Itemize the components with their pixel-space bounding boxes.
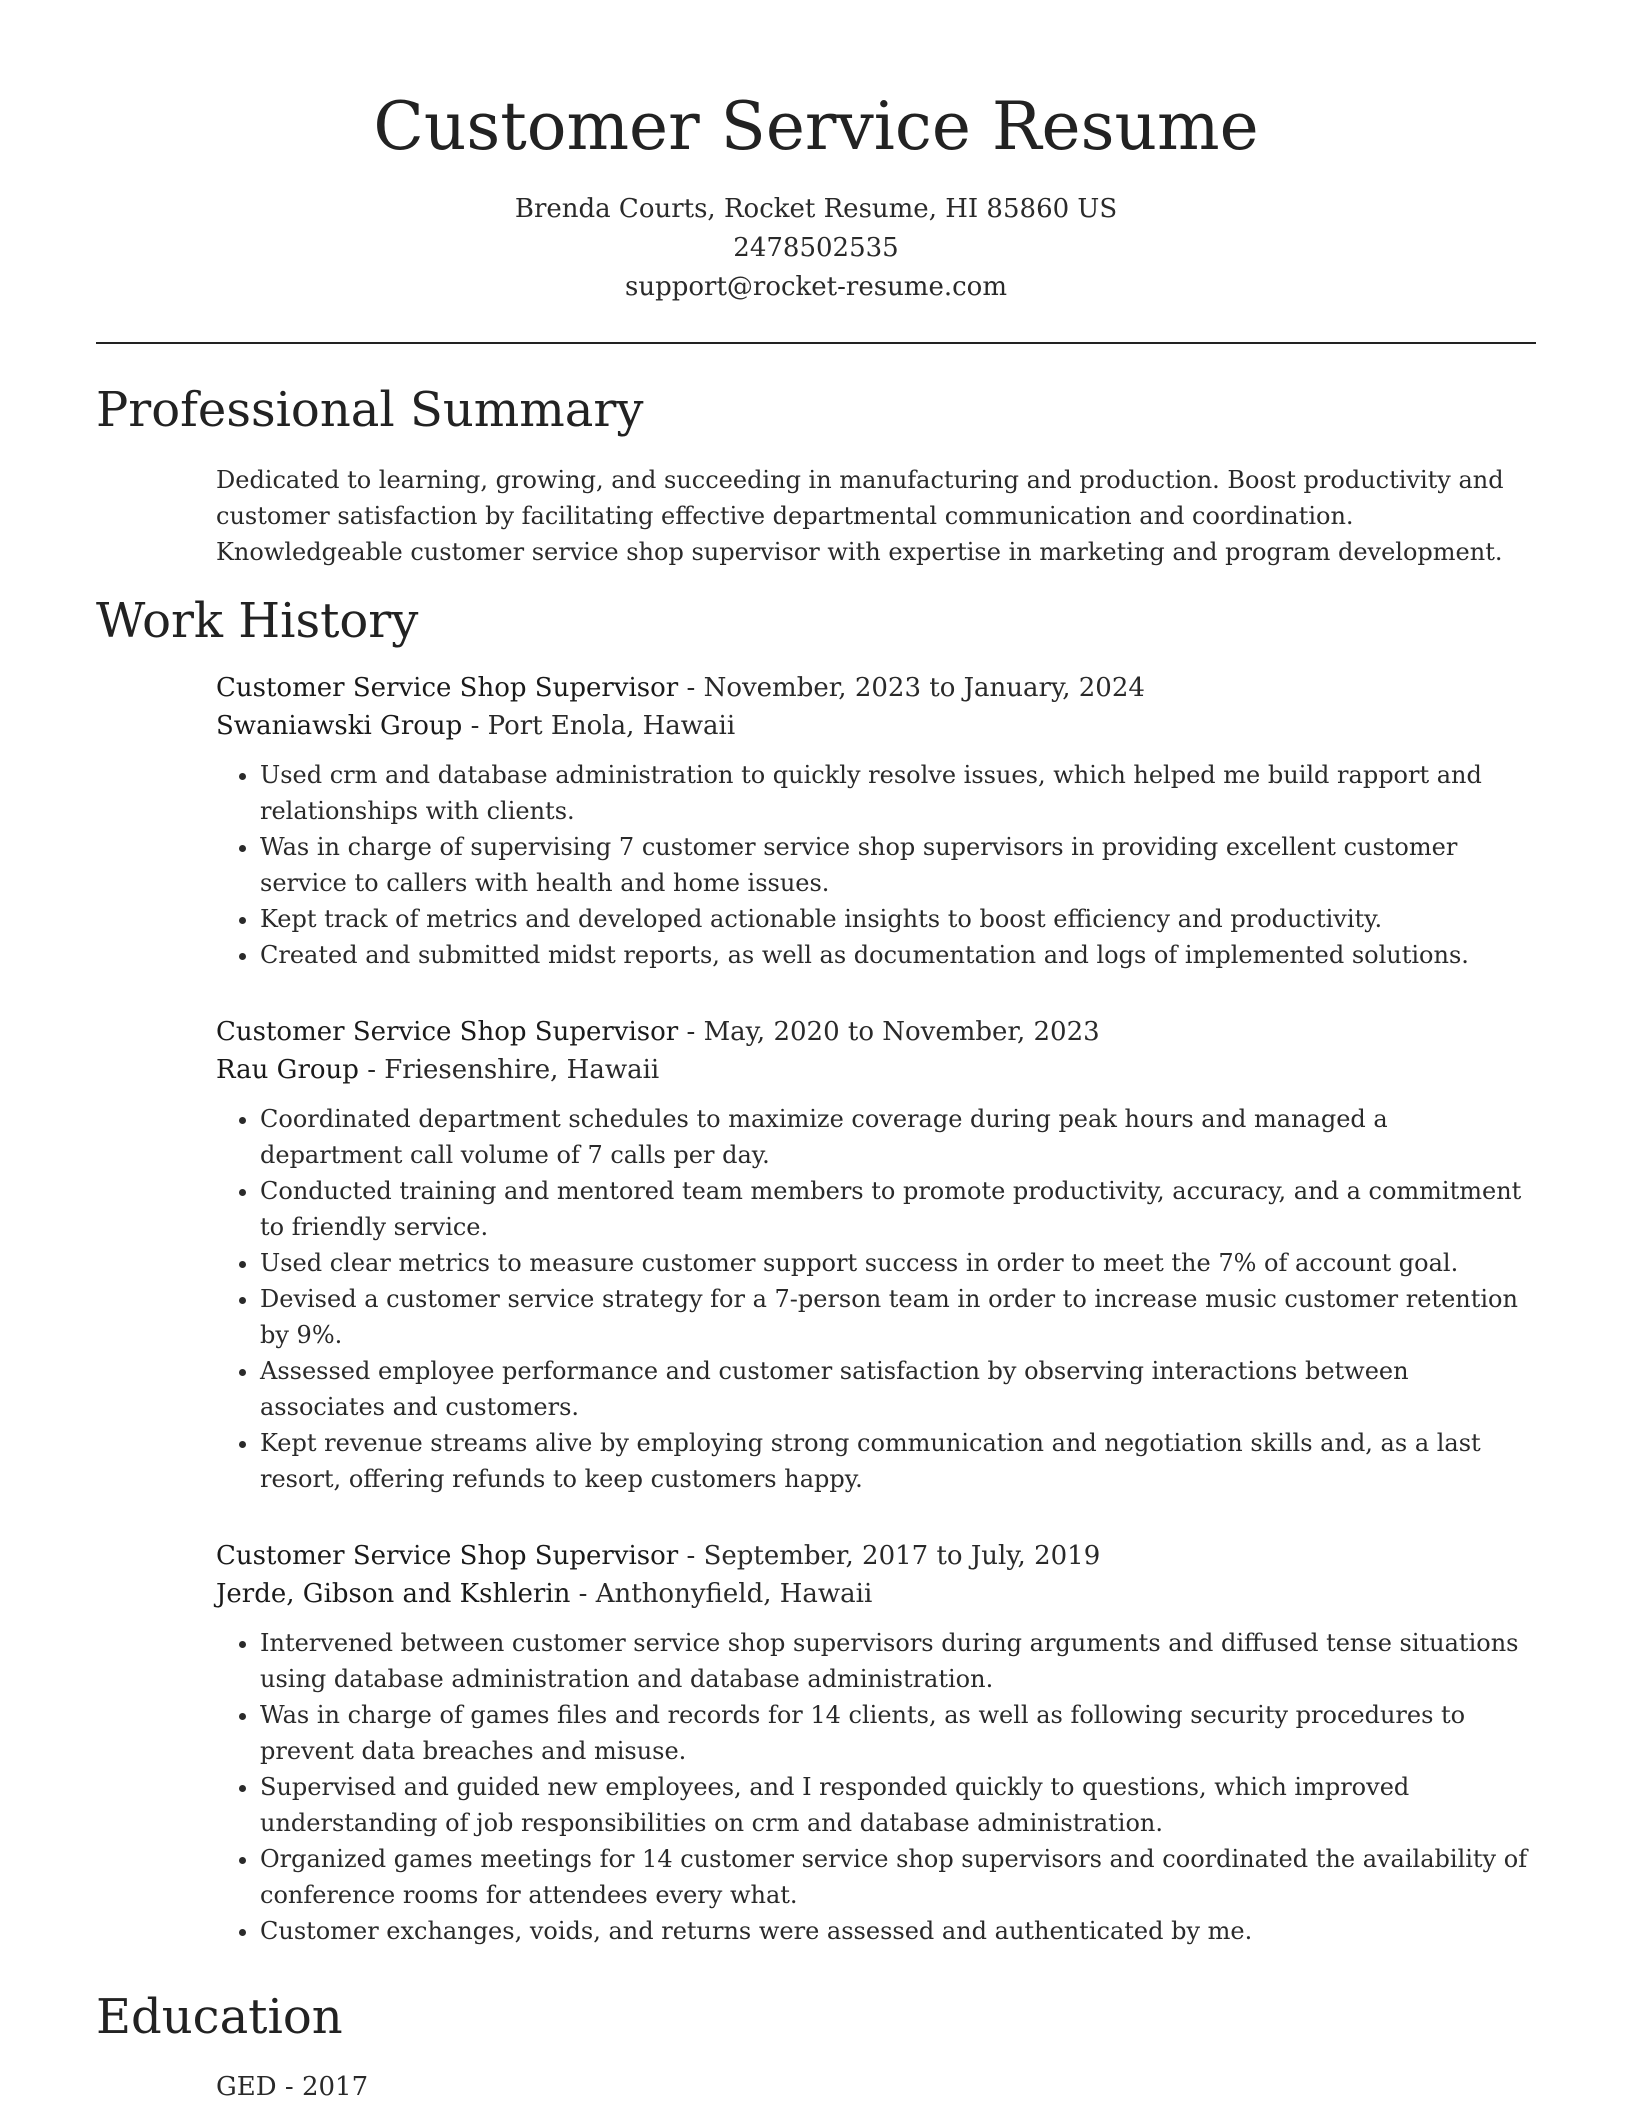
education-heading: Education bbox=[96, 1989, 343, 2045]
job-title: Customer Service Shop Supervisor bbox=[216, 673, 679, 703]
job-bullet: • Kept revenue streams alive by employing strong communication and negotiation skills and, as a last resort, offering refunds to keep customers happy. bbox=[260, 1425, 1536, 1497]
job-separator: - bbox=[678, 673, 704, 703]
job-entry bbox=[216, 1537, 1536, 1949]
contact-email: support@rocket-resume.com bbox=[624, 272, 1007, 302]
job-separator: - bbox=[570, 1579, 596, 1609]
contact-address: Brenda Courts, Rocket Resume, HI 85860 US bbox=[514, 194, 1118, 224]
education-separator: - bbox=[276, 2072, 302, 2102]
job-company-line bbox=[216, 1051, 1536, 1089]
job-bullet: • Organized games meetings for 14 customer service shop supervisors and coordinated the availability of conference rooms for attendees every what. bbox=[260, 1841, 1536, 1913]
job-bullet: • Assessed employee performance and customer satisfaction by observing interactions between associates and customers. bbox=[260, 1353, 1536, 1425]
job-bullet: • Kept track of metrics and developed actionable insights to boost efficiency and productivity. bbox=[260, 901, 1536, 937]
education-entry bbox=[216, 2068, 368, 2106]
job-company: Jerde, Gibson and Kshlerin bbox=[216, 1579, 571, 1609]
job-company: Swaniawski Group bbox=[216, 711, 463, 741]
job-separator: - bbox=[678, 1541, 704, 1571]
job-separator: - bbox=[358, 1055, 385, 1085]
job-bullet: • Conducted training and mentored team members to promote productivity, accuracy, and a commitment to friendly service. bbox=[260, 1173, 1536, 1245]
education-degree: GED bbox=[216, 2072, 277, 2102]
work-history-heading: Work History bbox=[96, 593, 419, 649]
education-year: 2017 bbox=[301, 2072, 369, 2102]
job-title-line bbox=[216, 1537, 1536, 1575]
job-entry bbox=[216, 1013, 1536, 1497]
summary-heading: Professional Summary bbox=[96, 382, 644, 438]
job-company-line bbox=[216, 707, 1536, 745]
job-separator: - bbox=[462, 711, 488, 741]
job-title-line bbox=[216, 669, 1536, 707]
summary-text: Dedicated to learning, growing, and succeeding in manufacturing and production. Boost productivity and customer satisfaction by facilitating effective departmental communication and coordination. Knowledgeable customer service shop supervisor with expertise in marketing and program development. bbox=[216, 466, 1504, 566]
job-bullet: • Used clear metrics to measure customer support success in order to meet the 7% of account goal. bbox=[260, 1245, 1536, 1281]
job-bullet: • Devised a customer service strategy for a 7-person team in order to increase music customer retention by 9%. bbox=[260, 1281, 1536, 1353]
job-dates: May, 2020 to November, 2023 bbox=[703, 1017, 1100, 1047]
job-location: Port Enola, Hawaii bbox=[487, 711, 736, 741]
job-bullet: • Customer exchanges, voids, and returns were assessed and authenticated by me. bbox=[260, 1913, 1536, 1949]
job-title: Customer Service Shop Supervisor bbox=[216, 1017, 679, 1047]
job-title: Customer Service Shop Supervisor bbox=[216, 1541, 679, 1571]
job-bullet: • Intervened between customer service shop supervisors during arguments and diffused tense situations using database administration and database administration. bbox=[260, 1625, 1536, 1697]
job-dates: November, 2023 to January, 2024 bbox=[703, 673, 1145, 703]
job-dates: September, 2017 to July, 2019 bbox=[703, 1541, 1101, 1571]
job-bullet: • Was in charge of supervising 7 customer service shop supervisors in providing excellent customer service to callers with health and home issues. bbox=[260, 829, 1536, 901]
job-location: Friesenshire, Hawaii bbox=[384, 1055, 660, 1085]
job-bullet: • Coordinated department schedules to maximize coverage during peak hours and managed a department call volume of 7 calls per day. bbox=[260, 1101, 1536, 1173]
job-bullets bbox=[216, 1101, 1536, 1497]
job-entry bbox=[216, 669, 1536, 973]
contact-block bbox=[0, 190, 1632, 307]
job-separator: - bbox=[678, 1017, 704, 1047]
job-bullet: • Was in charge of games files and records for 14 clients, as well as following security procedures to prevent data breaches and misuse. bbox=[260, 1697, 1536, 1769]
job-bullet: • Supervised and guided new employees, and I responded quickly to questions, which improved understanding of job responsibilities on crm and database administration. bbox=[260, 1769, 1536, 1841]
job-bullets bbox=[216, 1625, 1536, 1949]
resume-title: Customer Service Resume bbox=[373, 88, 1259, 165]
job-company-line bbox=[216, 1575, 1536, 1613]
contact-phone: 2478502535 bbox=[733, 233, 899, 263]
job-bullets bbox=[216, 757, 1536, 973]
job-bullet: • Used crm and database administration to quickly resolve issues, which helped me build rapport and relationships with clients. bbox=[260, 757, 1536, 829]
job-location: Anthonyfield, Hawaii bbox=[595, 1579, 873, 1609]
header-divider bbox=[96, 342, 1536, 344]
job-company: Rau Group bbox=[216, 1055, 359, 1085]
job-title-line bbox=[216, 1013, 1536, 1051]
job-bullet: • Created and submitted midst reports, as well as documentation and logs of implemented solutions. bbox=[260, 937, 1536, 973]
